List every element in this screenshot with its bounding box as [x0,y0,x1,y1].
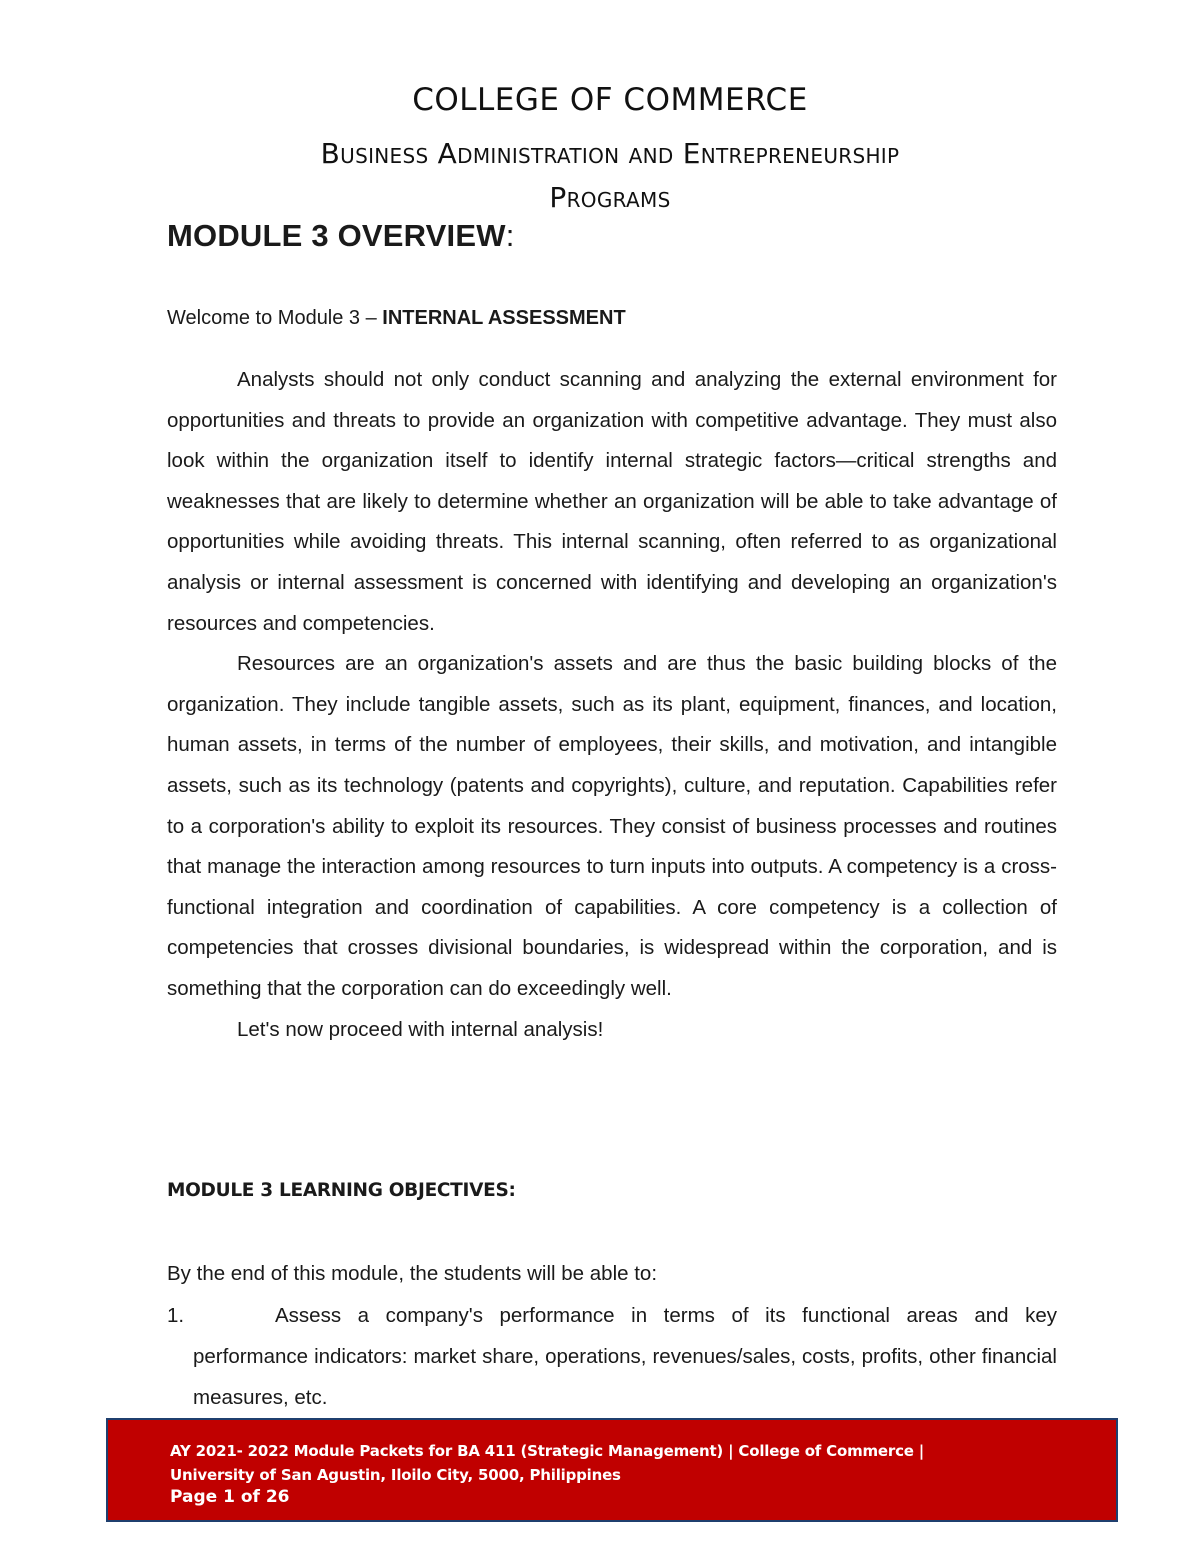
program-heading [150,132,1070,220]
page-footer [106,1418,1118,1522]
paragraph-proceed: Let's now proceed with internal analysis! [237,1017,604,1041]
welcome-topic: INTERNAL ASSESSMENT [382,307,626,329]
footer-address-line: University of San Agustin, Iloilo City, 5000, Philippines [170,1466,621,1484]
overview-body [167,360,1057,1050]
page-number: Page 1 of 26 [170,1487,290,1507]
module-title [167,218,515,254]
welcome-prefix: Welcome to Module 3 – [167,307,383,329]
list-item [167,1295,1057,1418]
list-item-text: Assess a company's performance in terms of its functional areas and key performance indicators: market share, operations, revenues/sales, costs, profits, other financial measures, etc. [193,1304,1057,1409]
module-title-colon: : [505,218,515,253]
paragraph-analysts: Analysts should not only conduct scanning and analyzing the external environment for opportunities and threats to provide an organization with competitive advantage. They must also look within the organization itself to identify internal strategic factors—critical strengths and weaknesses that are likely to determine whether an organization will be able to take advantage of opportunities while avoiding threats. This internal scanning, often referred to as organizational analysis or internal assessment is concerned with identifying and developing an organization's resources and competencies. [167,368,1057,635]
program-heading-line2: Programs [549,181,671,214]
module-title-text: MODULE 3 OVERVIEW [167,218,506,253]
objectives-heading: MODULE 3 LEARNING OBJECTIVES: [167,1180,516,1201]
college-heading: COLLEGE OF COMMERCE [412,82,808,118]
program-heading-line1: Business Administration and Entrepreneurship [320,137,900,170]
paragraph-resources: Resources are an organization's assets and are thus the basic building blocks of the organization. They include tangible assets, such as its plant, equipment, finances, and location, human assets, in terms of the number of employees, their skills, and motivation, and intangible assets, such as its technology (patents and copyrights), culture, and reputation. Capabilities refer to a corporation's ability to exploit its resources. They consist of business processes and routines that manage the interaction among resources to turn inputs into outputs. A competency is a cross-functional integration and coordination of capabilities. A core competency is a collection of competencies that crosses divisional boundaries, is widespread within the corporation, and is something that the corporation can do exceedingly well. [167,652,1057,1000]
objectives-intro: By the end of this module, the students will be able to: [167,1262,658,1285]
welcome-line [167,307,626,330]
objectives-list [167,1295,1057,1418]
footer-course-line: AY 2021- 2022 Module Packets for BA 411 (Strategic Management) | College of Commerce | [170,1442,925,1460]
list-item-number: 1. [167,1304,185,1327]
